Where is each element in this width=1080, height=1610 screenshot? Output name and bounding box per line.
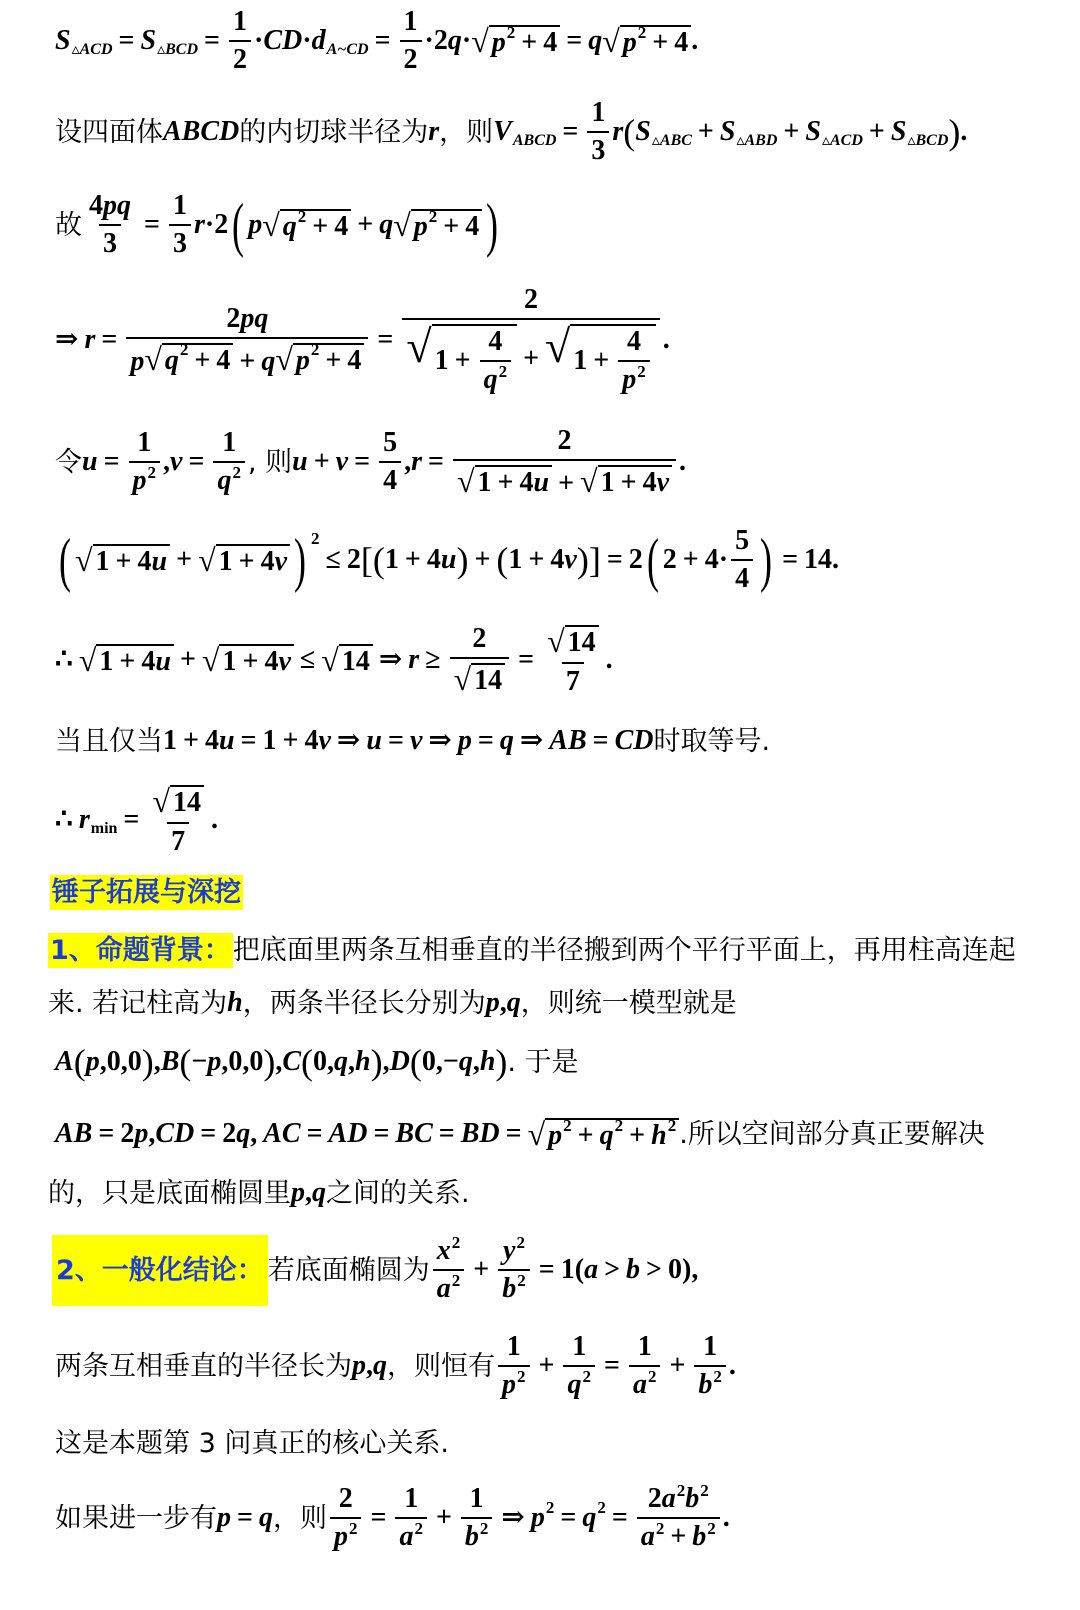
formula-r-lower-bound: ∴ √ 1 + 4 u + √ 1 + 4 v ≤ √ 14 ⇒ r ≥ 2 √ 14 = √ 14 7 . xyxy=(55,622,613,697)
formula-r-min: ∴ r min = √ 14 7 . xyxy=(55,782,218,857)
text-gu: 故 xyxy=(55,209,82,241)
formula-cauchy-inequality: ( √ 1 + 4 u + √ 1 + 4 v ) 2 ≤ 2 [ ( 1 + 4 u ) + ( 1 + 4 v ) ] = 2 ( 2 + 4 · $\frac{5}{4}$ ) = 14. xyxy=(58,525,840,594)
para1-line2: 来. 若记柱高为 h ，两条半径长分别为 p , q ，则统一模型就是 xyxy=(48,987,737,1019)
text-p1-line3: . 于是 xyxy=(507,1046,579,1078)
text-p1-line1: 把底面里两条互相垂直的半径搬到两个平行平面上，再用柱高连起 xyxy=(232,934,1016,966)
text-p1-line5a: 的，只是底面椭圆里 xyxy=(48,1177,291,1209)
text-equality: 时取等号. xyxy=(653,725,771,757)
section-title-text: 锤子拓展与深挖 xyxy=(52,876,241,908)
text-abcd: ABCD xyxy=(163,116,240,147)
text-p2-line4b: ，则 xyxy=(272,1502,327,1534)
para2-line3 xyxy=(55,1425,449,1461)
text-p1-line5b: 之间的关系. xyxy=(326,1177,470,1209)
text-then: ，则 xyxy=(439,116,494,148)
text-p1-line2c: ，则统一模型就是 xyxy=(520,987,737,1019)
text-p2-line4a: 如果进一步有 xyxy=(55,1502,217,1534)
para2-line4: 如果进一步有 p = q ，则 $\frac{2}{p^2}$ = $\frac{1}{a^2}$ + $\frac{1}{b^2}$ ⇒ p 2 = q 2 = $\frac{2a^2b^2}{a^2 + b^2}$ . xyxy=(55,1481,730,1552)
formula-r-expression: ⇒ r = 2pq p √ q 2 + 4 + q √ p 2 + 4 = 2 √ 1 + $\frac{4}{q^2}$ + √ 1 + $\frac{4}{p^2}$ . xyxy=(55,284,670,395)
formula-volume-inradius: 设四面体 ABCD 的内切球半径为 r ，则 V ABCD = $\frac{1}{3}$ r ( S ▵ABC + S ▵ABD + S ▵ACD + S ▵BCD ) . xyxy=(55,97,968,166)
text-p2-line3: 这是本题第 3 问真正的核心关系. xyxy=(55,1427,449,1459)
formula-substitution: 令 u = $\frac{1}{p^2}$ , v = $\frac{1}{q^2}$ , 则 u + v = $\frac{5}{4}$ , r = 2 √ 1 + 4 u + √ 1 + 4 v . xyxy=(55,424,686,499)
para2-line2: 两条互相垂直的半径长为 p , q ，则恒有 $\frac{1}{p^2}$ + $\frac{1}{q^2}$ = $\frac{1}{a^2}$ + $\frac{1}{b^2}$ . xyxy=(55,1331,736,1400)
text-p1-line2a: 来. 若记柱高为 xyxy=(48,987,228,1019)
para1-line4-lengths: AB = 2 p , CD = 2 q , AC = AD = BC = BD = √ p 2 + q 2 + h 2 .所以空间部分真正要解决 xyxy=(55,1115,985,1152)
label-background: 1、命题背景： xyxy=(50,934,231,966)
text-p1-line4: .所以空间部分真正要解决 xyxy=(679,1118,985,1150)
text-p2-line1: 若底面椭圆为 xyxy=(267,1254,430,1286)
text-p1-line2b: ，两条半径长分别为 xyxy=(242,987,486,1019)
text-ling: 令 xyxy=(55,446,82,478)
label-general-conclusion: 2、一般化结论： xyxy=(52,1235,268,1306)
para1-line3-coordinates: A ( p ,0,0 ) , B ( − p ,0,0 ) , C ( 0, q , h ) , D ( 0,− q , h ) . 于是 xyxy=(55,1042,579,1082)
text-inradius: 的内切球半径为 xyxy=(239,116,429,148)
para2-line1: 2、一般化结论： 若底面椭圆为 $\frac{x^2}{a^2}$ + $\frac{y^2}{b^2}$ = 1( a > b > 0), xyxy=(52,1232,698,1308)
text-p2-line2b: ，则恒有 xyxy=(387,1350,495,1382)
text-iff: 当且仅当 xyxy=(55,725,163,757)
text-p2-line2a: 两条互相垂直的半径长为 xyxy=(55,1350,352,1382)
formula-area-acd-bcd: S ▵ACD = S ▵BCD = $\frac{1}{2}$ · CD · d A~CD = $\frac{1}{2}$ ·2 q · √ p 2 + 4 = q √ p 2 + 4 . xyxy=(55,6,699,75)
section-title xyxy=(50,872,243,912)
formula-gu: 故 $\frac{4pq}{3}$ = $\frac{1}{3}$ r ·2 ( p √ q 2 + 4 + q √ p 2 + 4 ) xyxy=(55,190,499,259)
text-tetra-intro: 设四面体 xyxy=(55,116,163,148)
para1-line5: 的，只是底面椭圆里 p , q 之间的关系. xyxy=(48,1177,470,1209)
para1-line1 xyxy=(48,930,1016,970)
text-then-2: , 则 xyxy=(247,446,293,478)
formula-equality-condition: 当且仅当 1 + 4 u = 1 + 4 v ⇒ u = v ⇒ p = q ⇒ AB = CD 时取等号. xyxy=(55,725,771,757)
